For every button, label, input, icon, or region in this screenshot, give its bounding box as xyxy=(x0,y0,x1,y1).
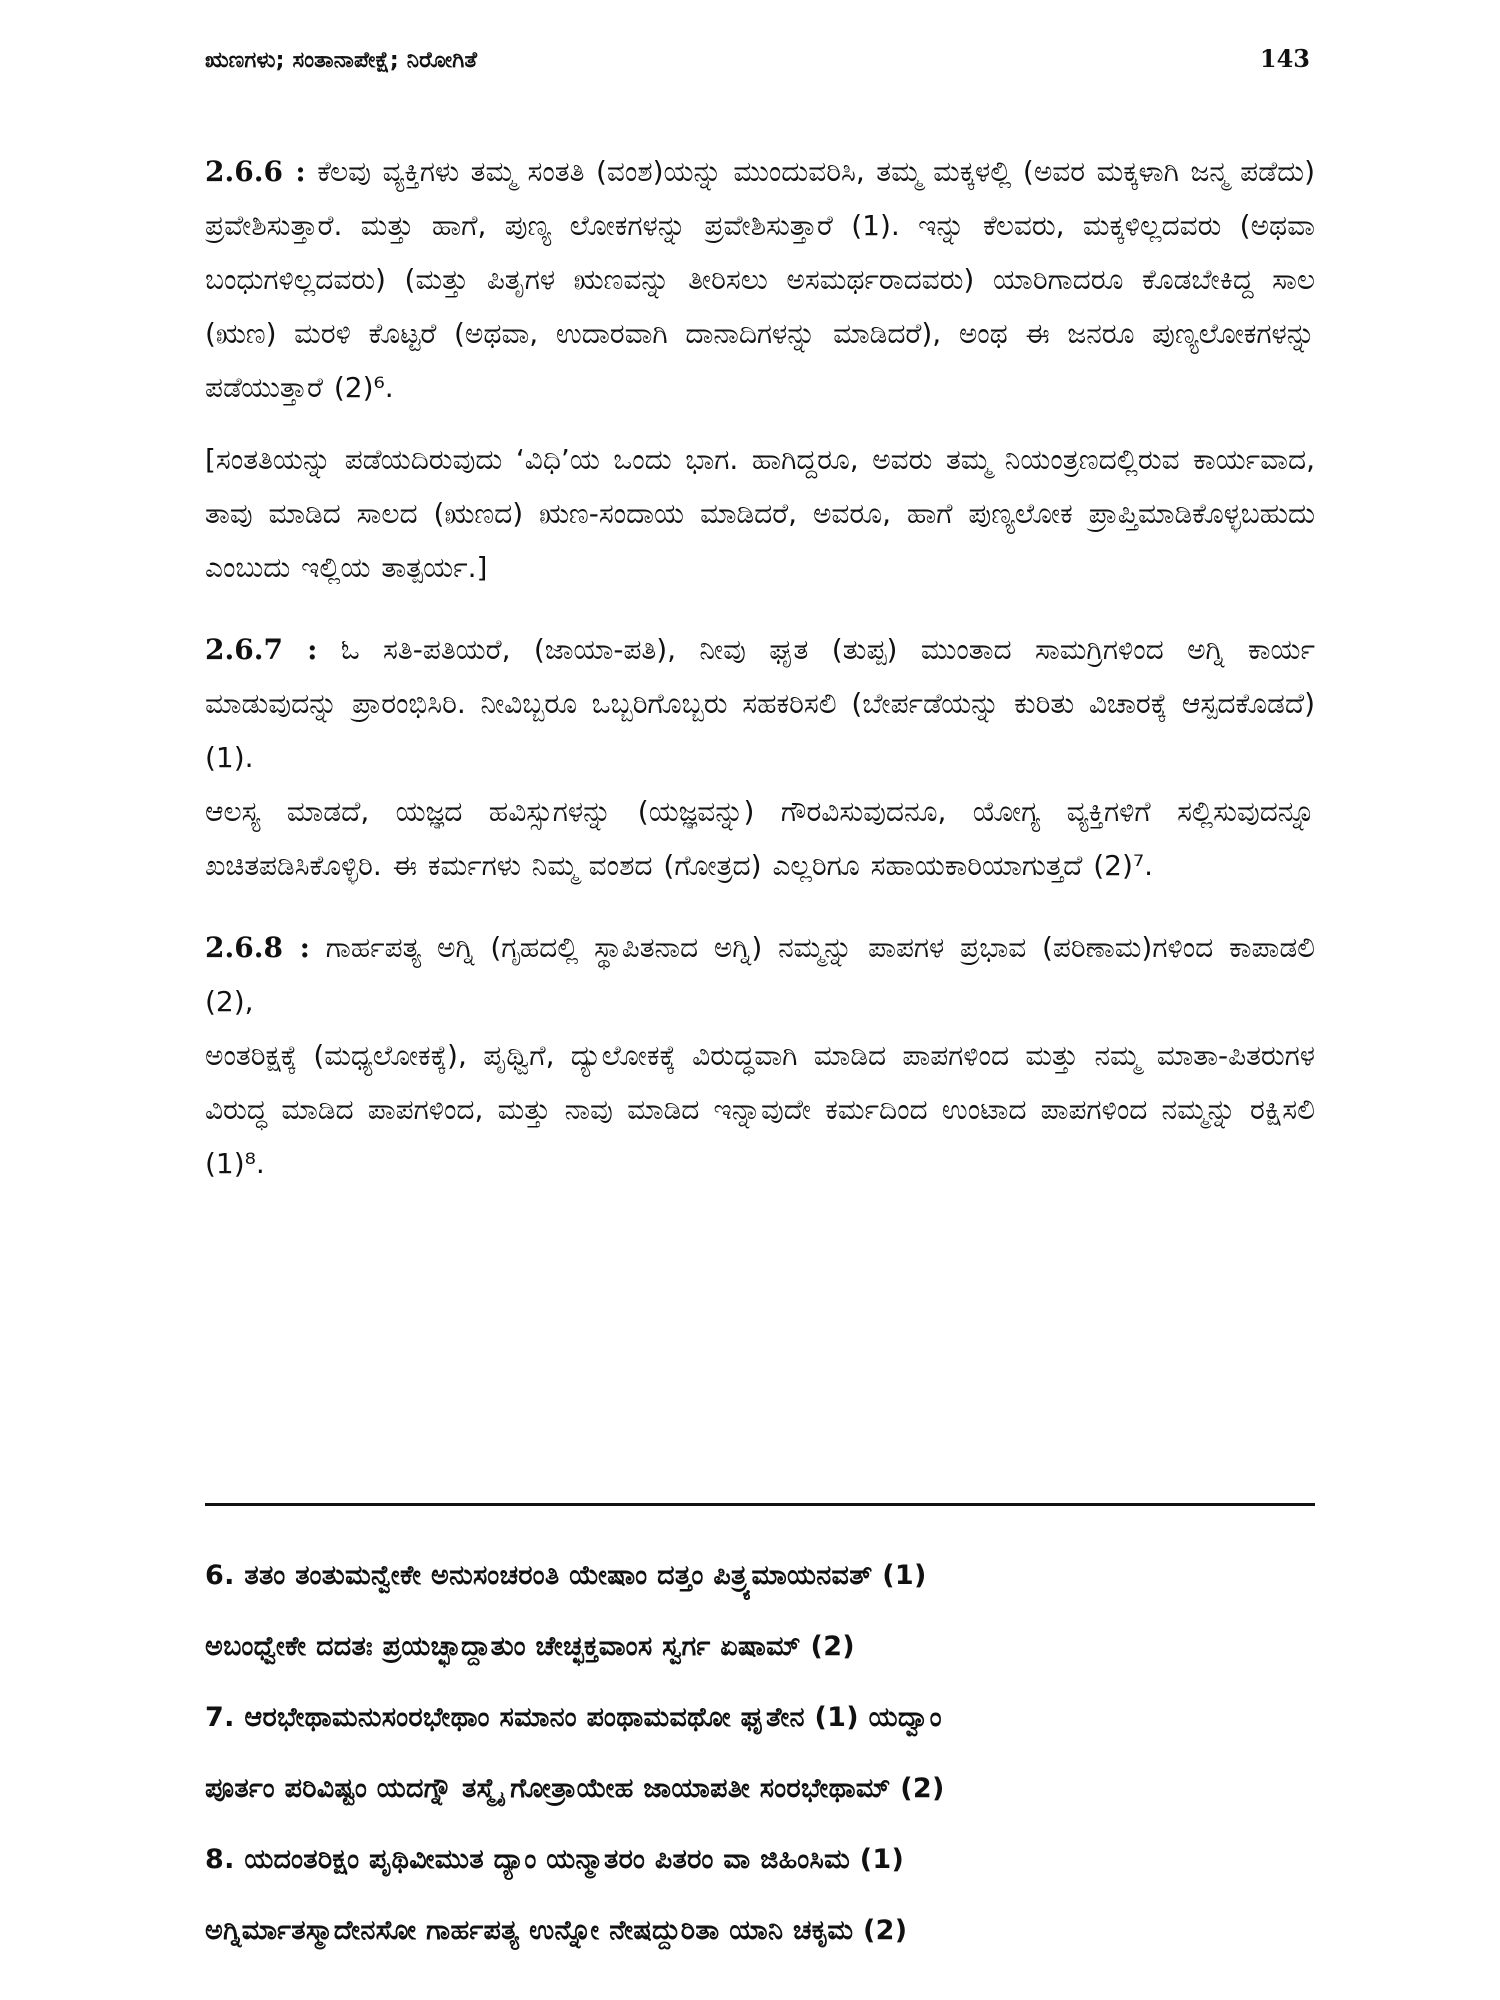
running-title: ಋಣಗಳು; ಸಂತಾನಾಪೇಕ್ಷೆ; ನಿರೋಗಿತೆ xyxy=(205,48,478,73)
verse-paragraph: ಆಲಸ್ಯ ಮಾಡದೆ, ಯಜ್ಞದ ಹವಿಸ್ಸುಗಳನ್ನು (ಯಜ್ಞವನ್ನು) ಗೌರವಿಸುವುದನೂ, ಯೋಗ್ಯ ವ್ಯಕ್ತಿಗಳಿಗೆ ಸಲ್ಲಿಸುವುದನ್ನೂ ಖಚಿತಪಡಿಸಿಕೊಳ್ಳಿರಿ. ಈ ಕರ್ಮಗಳು ನಿಮ್ಮ ವಂಶದ (ಗೋತ್ರದ) ಎಲ್ಲರಿಗೂ ಸಹಾಯಕಾರಿಯಾಗುತ್ತದೆ (2)⁷. xyxy=(205,795,1315,882)
footnotes xyxy=(205,1540,1315,1966)
verse-text: ಕೆಲವು ವ್ಯಕ್ತಿಗಳು ತಮ್ಮ ಸಂತತಿ (ವಂಶ)ಯನ್ನು ಮುಂದುವರಿಸಿ, ತಮ್ಮ ಮಕ್ಕಳಲ್ಲಿ (ಅವರ ಮಕ್ಕಳಾಗಿ ಜನ್ಮ ಪಡೆದು) ಪ್ರವೇಶಿಸುತ್ತಾರೆ. ಮತ್ತು ಹಾಗೆ, ಪುಣ್ಯ ಲೋಕಗಳನ್ನು ಪ್ರವೇಶಿಸುತ್ತಾರೆ (1). ಇನ್ನು ಕೆಲವರು, ಮಕ್ಕಳಿಲ್ಲದವರು (ಅಥವಾ ಬಂಧುಗಳಿಲ್ಲದವರು) (ಮತ್ತು ಪಿತೃಗಳ ಋಣವನ್ನು ತೀರಿಸಲು ಅಸಮರ್ಥರಾದವರು) ಯಾರಿಗಾದರೂ ಕೊಡಬೇಕಿದ್ದ ಸಾಲ (ಋಣ) ಮರಳಿ ಕೊಟ್ಟರೆ (ಅಥವಾ, ಉದಾರವಾಗಿ ದಾನಾದಿಗಳನ್ನು ಮಾಡಿದರೆ), ಅಂಥ ಈ ಜನರೂ ಪುಣ್ಯಲೋಕಗಳನ್ನು ಪಡೆಯುತ್ತಾರೆ (2)⁶. xyxy=(205,155,1316,404)
footnote-line: 8. ಯದಂತರಿಕ್ಷಂ ಪೃಥಿವೀಮುತ ದ್ಯಾಂ ಯನ್ಮಾತರಂ ಪಿತರಂ ವಾ ಜಿಹಿಂಸಿಮ (1) xyxy=(205,1844,905,1875)
verse-2-6-6 xyxy=(205,145,1315,415)
verse-paragraph xyxy=(205,623,1315,785)
verse-2-6-8 xyxy=(205,921,1315,1191)
verse-paragraph xyxy=(205,921,1315,1029)
footnote-line: ಅಗ್ನಿರ್ಮಾತಸ್ಮಾದೇನಸೋ ಗಾರ್ಹಪತ್ಯ ಉನ್ನೋ ನೇಷದ್ದುರಿತಾ ಯಾನಿ ಚಕೃಮ (2) xyxy=(205,1915,908,1946)
page-number: 143 xyxy=(1259,44,1310,73)
verse-paragraph: ಅಂತರಿಕ್ಷಕ್ಕೆ (ಮಧ್ಯಲೋಕಕ್ಕೆ), ಪೃಥ್ವಿಗೆ, ದ್ಯುಲೋಕಕ್ಕೆ ವಿರುದ್ಧವಾಗಿ ಮಾಡಿದ ಪಾಪಗಳಿಂದ ಮತ್ತು ನಮ್ಮ ಮಾತಾ-ಪಿತರುಗಳ ವಿರುದ್ಧ ಮಾಡಿದ ಪಾಪಗಳಿಂದ, ಮತ್ತು ನಾವು ಮಾಡಿದ ಇನ್ನಾವುದೇ ಕರ್ಮದಿಂದ ಉಂಟಾದ ಪಾಪಗಳಿಂದ ನಮ್ಮನ್ನು ರಕ್ಷಿಸಲಿ (1)⁸. xyxy=(205,1039,1315,1180)
main-text xyxy=(205,145,1315,1219)
verse-2-6-6-note: [ಸಂತತಿಯನ್ನು ಪಡೆಯದಿರುವುದು ‘ವಿಧಿ’ಯ ಒಂದು ಭಾಗ. ಹಾಗಿದ್ದರೂ, ಅವರು ತಮ್ಮ ನಿಯಂತ್ರಣದಲ್ಲಿರುವ ಕಾರ್ಯವಾದ, ತಾವು ಮಾಡಿದ ಸಾಲದ (ಋಣದ) ಋಣ-ಸಂದಾಯ ಮಾಡಿದರೆ, ಅವರೂ, ಹಾಗೆ ಪುಣ್ಯಲೋಕ ಪ್ರಾಪ್ತಿಮಾಡಿಕೊಳ್ಳಬಹುದು ಎಂಬುದು ಇಲ್ಲಿಯ ತಾತ್ಪರ್ಯ.] xyxy=(205,443,1315,584)
verse-text: ಗಾರ್ಹಪತ್ಯ ಅಗ್ನಿ (ಗೃಹದಲ್ಲಿ ಸ್ಥಾಪಿತನಾದ ಅಗ್ನಿ) ನಮ್ಮನ್ನು ಪಾಪಗಳ ಪ್ರಭಾವ (ಪರಿಣಾಮ)ಗಳಿಂದ ಕಾಪಾಡಲಿ (2), xyxy=(205,931,1315,1018)
verse-number: 2.6.7 : xyxy=(205,633,318,666)
footnote-line: ಪೂರ್ತಂ ಪರಿವಿಷ್ಟಂ ಯದಗ್ನೌ ತಸ್ಮೈ ಗೋತ್ರಾಯೇಹ ಜಾಯಾಪತೀ ಸಂರಭೇಥಾಮ್ (2) xyxy=(205,1773,945,1804)
footnote-line: 7. ಆರಭೇಥಾಮನುಸಂರಭೇಥಾಂ ಸಮಾನಂ ಪಂಥಾಮವಥೋ ಘೃತೇನ (1) ಯದ್ವಾಂ xyxy=(205,1702,942,1733)
verse-number: 2.6.6 : xyxy=(205,155,306,188)
footnote-line: 6. ತತಂ ತಂತುಮನ್ವೇಕೇ ಅನುಸಂಚರಂತಿ ಯೇಷಾಂ ದತ್ತಂ ಪಿತ್ರ್ಯಮಾಯನವತ್ (1) xyxy=(205,1560,927,1591)
footnote-line: ಅಬಂಧ್ವೇಕೇ ದದತಃ ಪ್ರಯಚ್ಛಾದ್ದಾತುಂ ಚೇಚ್ಛಕ್ತವಾಂಸ ಸ್ವರ್ಗ ಏಷಾಮ್ (2) xyxy=(205,1631,855,1662)
verse-2-6-7 xyxy=(205,623,1315,893)
verse-text: ಓ ಸತಿ-ಪತಿಯರೆ, (ಜಾಯಾ-ಪತಿ), ನೀವು ಘೃತ (ತುಪ್ಪ) ಮುಂತಾದ ಸಾಮಗ್ರಿಗಳಿಂದ ಅಗ್ನಿ ಕಾರ್ಯ ಮಾಡುವುದನ್ನು ಪ್ರಾರಂಭಿಸಿರಿ. ನೀವಿಬ್ಬರೂ ಒಬ್ಬರಿಗೊಬ್ಬರು ಸಹಕರಿಸಲಿ (ಬೇರ್ಪಡೆಯನ್ನು ಕುರಿತು ವಿಚಾರಕ್ಕೆ ಆಸ್ಪದಕೊಡದೆ) (1). xyxy=(205,633,1315,774)
footnote-divider xyxy=(205,1503,1315,1506)
verse-number: 2.6.8 : xyxy=(205,931,310,964)
